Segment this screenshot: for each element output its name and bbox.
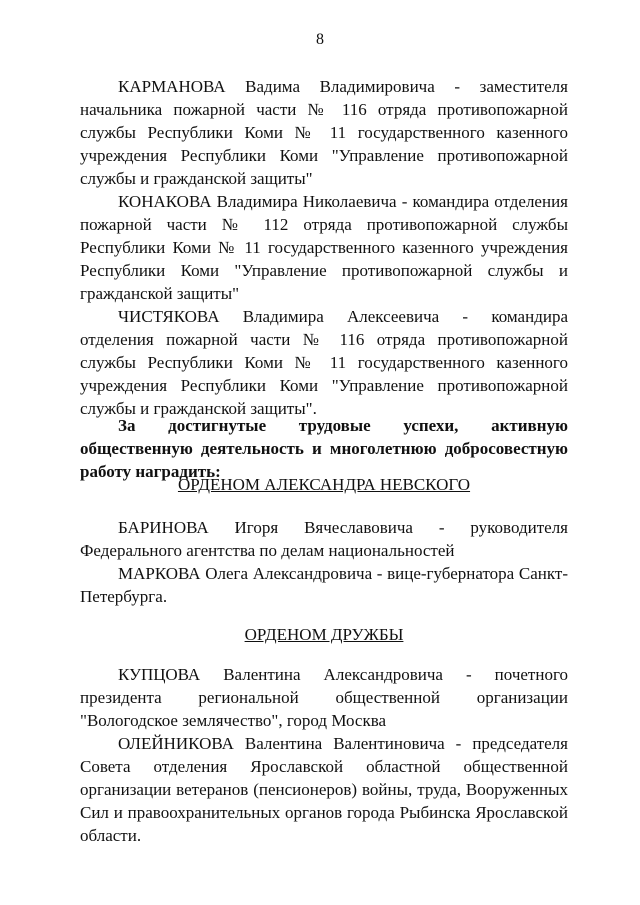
- page-number: 8: [316, 31, 324, 48]
- awardee-entry-karmanov: КАРМАНОВА Вадима Владимировича - заместителя начальника пожарной части № 116 отряда противопожарной службы Республики Коми № 11 государственного казенного учреждения Республики Коми "Управление противопожарной службы и гражданской защиты": [80, 77, 568, 188]
- awardee-entry-barinov: БАРИНОВА Игоря Вячеславовича - руководителя Федерального агентства по делам национальностей: [80, 518, 568, 560]
- award-statement-text: За достигнутые трудовые успехи, активную общественную деятельность и многолетнюю добросовестную работу наградить:: [80, 416, 568, 481]
- friendship-awardee-list: [80, 663, 568, 847]
- awardee-list-top: [80, 75, 568, 420]
- awardee-entry-oleynikov: ОЛЕЙНИКОВА Валентина Валентиновича - председателя Совета отделения Ярославской областной общественной организации ветеранов (пенсионеров) войны, труда, Вооруженных Сил и правоохранительных органов города Рыбинска Ярославской области.: [80, 734, 568, 845]
- awardee-entry-konakov: КОНАКОВА Владимира Николаевича - командира отделения пожарной части № 112 отряда противопожарной службы Республики Коми № 11 государственного казенного учреждения Республики Коми "Управление противопожарной службы и гражданской защиты": [80, 192, 568, 303]
- order-nevsky-heading: ОРДЕНОМ АЛЕКСАНДРА НЕВСКОГО: [177, 475, 471, 494]
- awardee-entry-chistyakov: ЧИСТЯКОВА Владимира Алексеевича - командира отделения пожарной части № 116 отряда противопожарной службы Республики Коми № 11 государственного казенного учреждения Республики Коми "Управление противопожарной службы и гражданской защиты".: [80, 307, 568, 418]
- awardee-entry-kuptsov: КУПЦОВА Валентина Александровича - почетного президента региональной общественной организации "Вологодское землячество", город Москва: [80, 665, 568, 730]
- awardee-entry-markov: МАРКОВА Олега Александровича - вице-губернатора Санкт-Петербурга.: [80, 564, 568, 606]
- nevsky-awardee-list: [80, 516, 568, 608]
- order-friendship-heading: ОРДЕНОМ ДРУЖБЫ: [244, 625, 404, 644]
